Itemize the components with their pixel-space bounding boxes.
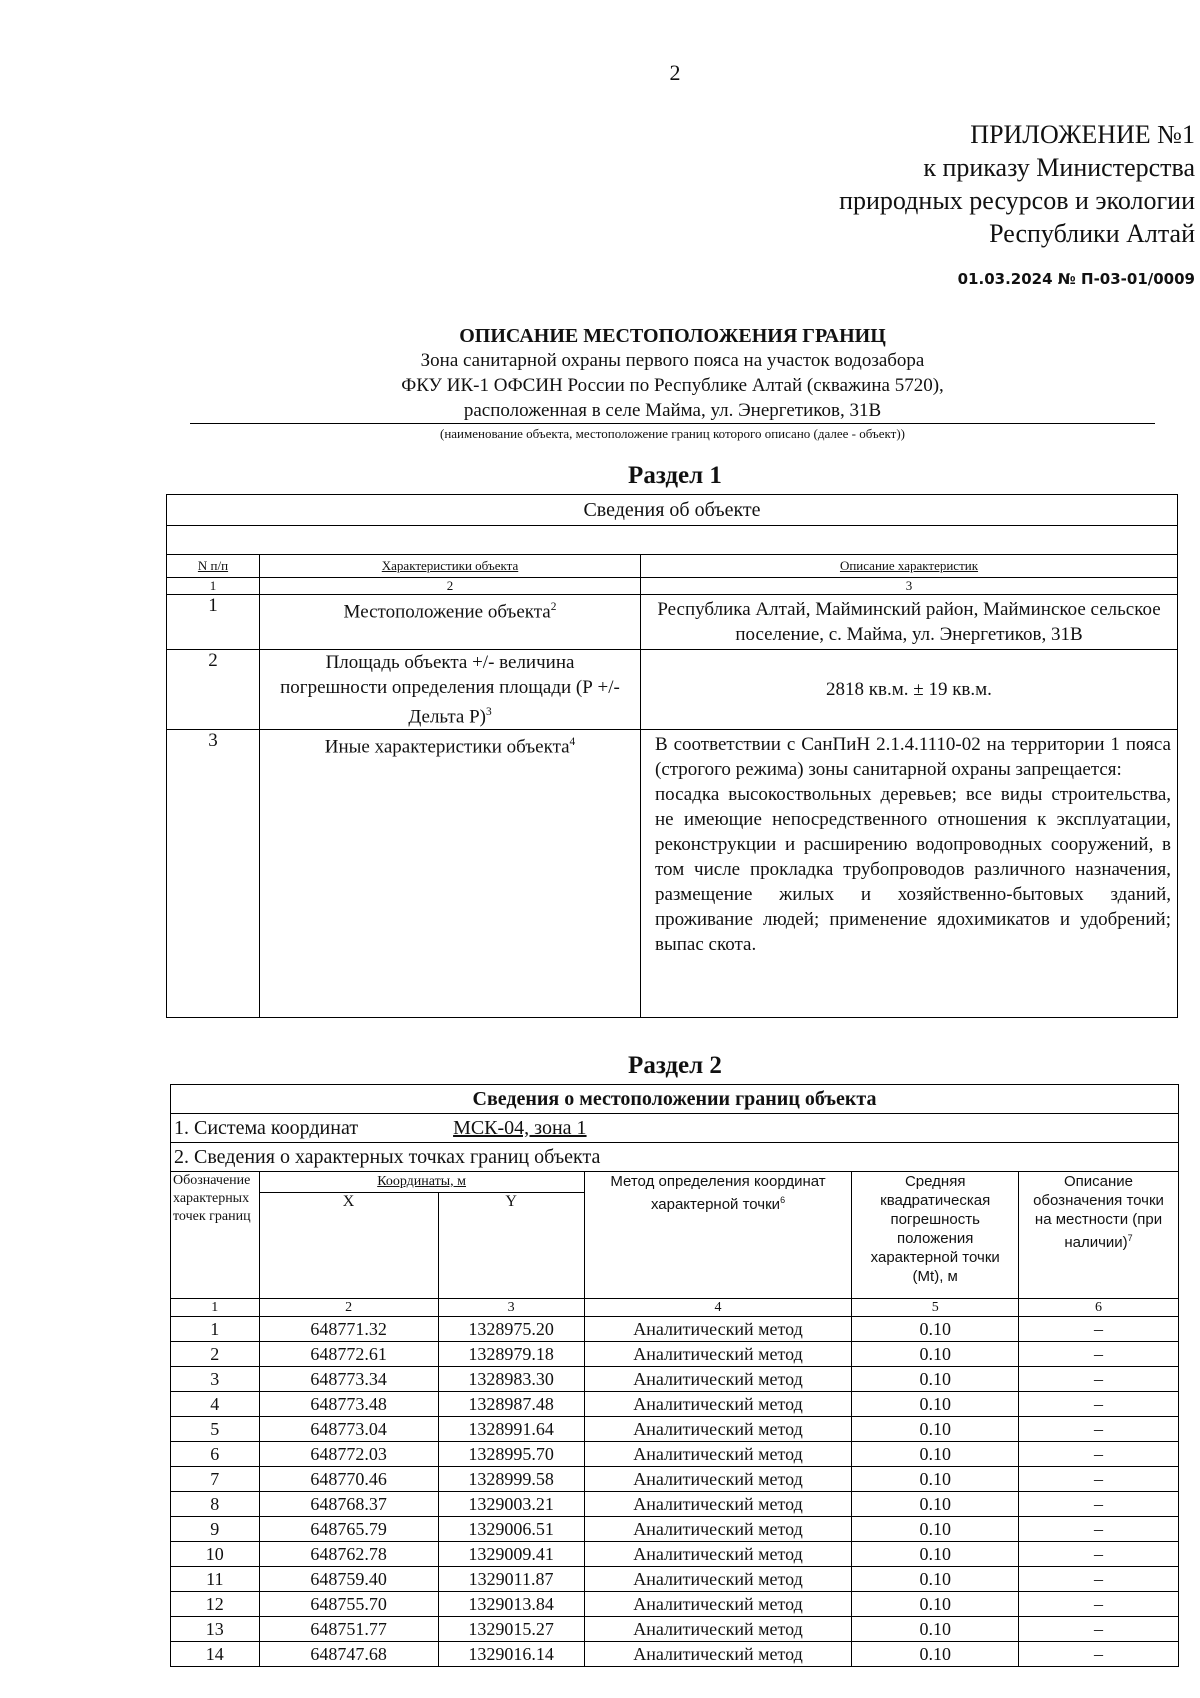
point-mt: 0.10	[852, 1642, 1019, 1667]
point-desc: –	[1019, 1467, 1179, 1492]
characteristic-desc: Республика Алтай, Майминский район, Майминское сельское поселение, с. Майма, ул. Энергетиков, 31В	[641, 595, 1178, 650]
point-n: 1	[171, 1317, 260, 1342]
point-n: 11	[171, 1567, 260, 1592]
table-row	[171, 1567, 1179, 1592]
point-n: 2	[171, 1342, 260, 1367]
coord-system-row	[171, 1114, 1179, 1143]
point-method: Аналитический метод	[584, 1442, 852, 1467]
object-line: Зона санитарной охраны первого пояса на участок водозабора	[420, 350, 925, 371]
appendix-line: Республики Алтай	[989, 219, 1195, 248]
blank-row	[167, 526, 1178, 555]
point-x: 648762.78	[259, 1542, 438, 1567]
document-title: ОПИСАНИЕ МЕСТОПОЛОЖЕНИЯ ГРАНИЦ	[459, 325, 886, 347]
table-row	[171, 1542, 1179, 1567]
column-number: 1	[171, 1299, 260, 1317]
point-y: 1329013.84	[438, 1592, 584, 1617]
point-method: Аналитический метод	[584, 1467, 852, 1492]
point-desc: –	[1019, 1342, 1179, 1367]
object-line: ФКУ ИК-1 ОФСИН России по Республике Алтай (скважина 5720),	[401, 375, 944, 396]
point-n: 10	[171, 1542, 260, 1567]
point-y: 1328979.18	[438, 1342, 584, 1367]
point-y: 1328991.64	[438, 1417, 584, 1442]
point-method: Аналитический метод	[584, 1317, 852, 1342]
coord-system-value: МСК-04, зона 1	[453, 1117, 587, 1139]
point-desc: –	[1019, 1492, 1179, 1517]
order-number: 01.03.2024 № П-03-01/0009	[957, 270, 1195, 288]
point-y: 1329009.41	[438, 1542, 584, 1567]
point-method: Аналитический метод	[584, 1542, 852, 1567]
point-n: 5	[171, 1417, 260, 1442]
point-mt: 0.10	[852, 1417, 1019, 1442]
point-method: Аналитический метод	[584, 1592, 852, 1617]
characteristic-desc	[641, 730, 1178, 1018]
point-y: 1328995.70	[438, 1442, 584, 1467]
point-method: Аналитический метод	[584, 1642, 852, 1667]
point-desc: –	[1019, 1392, 1179, 1417]
object-line: расположенная в селе Майма, ул. Энергетиков, 31В	[190, 398, 1155, 424]
point-desc: –	[1019, 1442, 1179, 1467]
table-row	[167, 730, 1178, 1018]
table-row	[167, 595, 1178, 650]
point-desc: –	[1019, 1567, 1179, 1592]
boundary-points-table	[170, 1084, 1179, 1667]
header-designation: Обозначение характерных точек границ	[171, 1172, 260, 1299]
point-n: 13	[171, 1617, 260, 1642]
table-row	[171, 1342, 1179, 1367]
point-x: 648759.40	[259, 1567, 438, 1592]
point-x: 648771.32	[259, 1317, 438, 1342]
point-n: 9	[171, 1517, 260, 1542]
point-desc: –	[1019, 1517, 1179, 1542]
point-desc: –	[1019, 1417, 1179, 1442]
point-x: 648773.34	[259, 1367, 438, 1392]
page-number: 2	[669, 60, 681, 85]
title-block	[190, 325, 1155, 442]
point-y: 1328999.58	[438, 1467, 584, 1492]
point-y: 1328975.20	[438, 1317, 584, 1342]
table-row	[171, 1417, 1179, 1442]
point-x: 648751.77	[259, 1617, 438, 1642]
point-method: Аналитический метод	[584, 1567, 852, 1592]
point-n: 14	[171, 1642, 260, 1667]
point-y: 1328987.48	[438, 1392, 584, 1417]
table-row	[167, 650, 1178, 730]
row-number: 1	[167, 595, 260, 650]
column-header: Описание характеристик	[641, 555, 1178, 578]
characteristic-name: Местоположение объекта$^2$	[260, 595, 641, 650]
header-method: Метод определения координат характерной точки$^6$	[584, 1172, 852, 1299]
header-description: Описание обозначения точки на местности (при наличии)$^7$	[1019, 1172, 1179, 1299]
point-mt: 0.10	[852, 1517, 1019, 1542]
point-n: 6	[171, 1442, 260, 1467]
point-x: 648747.68	[259, 1642, 438, 1667]
column-number: 1	[167, 578, 260, 595]
point-mt: 0.10	[852, 1467, 1019, 1492]
point-y: 1328983.30	[438, 1367, 584, 1392]
table-row	[171, 1592, 1179, 1617]
point-mt: 0.10	[852, 1392, 1019, 1417]
desc-paragraph: посадка высокоствольных деревьев; все виды строительства, не имеющие непосредственного отношения к эксплуатации, реконструкции и расширению водопроводных сооружений, в том числе прокладка трубопроводов различного назначения, размещение жилых и хозяйственно-бытовых зданий, проживание людей; применение ядохимикатов и удобрений; выпас скота.	[655, 784, 1171, 956]
point-x: 648773.48	[259, 1392, 438, 1417]
point-mt: 0.10	[852, 1617, 1019, 1642]
point-desc: –	[1019, 1317, 1179, 1342]
column-number: 3	[438, 1299, 584, 1317]
point-y: 1329003.21	[438, 1492, 584, 1517]
column-number: 2	[259, 1299, 438, 1317]
characteristic-name: Иные характеристики объекта$^4$	[260, 730, 641, 1018]
table-row	[171, 1492, 1179, 1517]
column-header: N п/п	[167, 555, 260, 578]
point-desc: –	[1019, 1642, 1179, 1667]
point-x: 648773.04	[259, 1417, 438, 1442]
points-caption: 2. Сведения о характерных точках границ объекта	[171, 1143, 1179, 1172]
point-mt: 0.10	[852, 1542, 1019, 1567]
appendix-line: к приказу Министерства	[923, 153, 1195, 182]
point-n: 4	[171, 1392, 260, 1417]
point-x: 648772.61	[259, 1342, 438, 1367]
point-method: Аналитический метод	[584, 1617, 852, 1642]
point-mt: 0.10	[852, 1367, 1019, 1392]
point-desc: –	[1019, 1542, 1179, 1567]
point-mt: 0.10	[852, 1342, 1019, 1367]
point-method: Аналитический метод	[584, 1342, 852, 1367]
column-header: Характеристики объекта	[260, 555, 641, 578]
point-mt: 0.10	[852, 1567, 1019, 1592]
table-caption: Сведения о местоположении границ объекта	[171, 1085, 1179, 1114]
section2-heading: Раздел 2	[628, 1052, 722, 1079]
point-x: 648755.70	[259, 1592, 438, 1617]
point-mt: 0.10	[852, 1592, 1019, 1617]
characteristic-name: Площадь объекта +/- величина погрешности определения площади (Р +/- Дельта Р)$^3$	[260, 650, 641, 730]
point-method: Аналитический метод	[584, 1367, 852, 1392]
header-error: Средняя квадратическая погрешность положения характерной точки (Mt), м	[852, 1172, 1019, 1299]
desc-paragraph: В соответствии с СанПиН 2.1.4.1110-02 на территории 1 пояса (строгого режима) зоны санитарной охраны запрещается:	[655, 734, 1171, 781]
column-number: 5	[852, 1299, 1019, 1317]
appendix-line: природных ресурсов и экологии	[839, 186, 1195, 215]
column-number: 4	[584, 1299, 852, 1317]
table-row	[171, 1442, 1179, 1467]
point-n: 7	[171, 1467, 260, 1492]
table-row	[171, 1317, 1179, 1342]
column-number: 6	[1019, 1299, 1179, 1317]
appendix-line: ПРИЛОЖЕНИЕ №1	[970, 120, 1195, 149]
points-body	[171, 1317, 1179, 1667]
point-desc: –	[1019, 1367, 1179, 1392]
table-row	[171, 1642, 1179, 1667]
appendix-block	[839, 118, 1195, 250]
point-mt: 0.10	[852, 1442, 1019, 1467]
point-desc: –	[1019, 1592, 1179, 1617]
point-desc: –	[1019, 1617, 1179, 1642]
point-y: 1329015.27	[438, 1617, 584, 1642]
object-caption: (наименование объекта, местоположение границ которого описано (далее - объект))	[440, 426, 905, 441]
section1-heading: Раздел 1	[628, 462, 722, 489]
point-n: 3	[171, 1367, 260, 1392]
table-row	[171, 1367, 1179, 1392]
point-mt: 0.10	[852, 1317, 1019, 1342]
point-x: 648770.46	[259, 1467, 438, 1492]
point-y: 1329016.14	[438, 1642, 584, 1667]
point-x: 648765.79	[259, 1517, 438, 1542]
header-y: Y	[438, 1193, 584, 1299]
point-y: 1329011.87	[438, 1567, 584, 1592]
point-n: 12	[171, 1592, 260, 1617]
point-method: Аналитический метод	[584, 1492, 852, 1517]
point-mt: 0.10	[852, 1492, 1019, 1517]
table-row	[171, 1517, 1179, 1542]
point-x: 648772.03	[259, 1442, 438, 1467]
row-number: 3	[167, 730, 260, 1018]
point-method: Аналитический метод	[584, 1392, 852, 1417]
characteristic-desc: 2818 кв.м. ± 19 кв.м.	[641, 650, 1178, 730]
column-number: 2	[260, 578, 641, 595]
header-coords: Координаты, м	[259, 1172, 584, 1193]
point-y: 1329006.51	[438, 1517, 584, 1542]
point-x: 648768.37	[259, 1492, 438, 1517]
point-n: 8	[171, 1492, 260, 1517]
table-row	[171, 1392, 1179, 1417]
object-info-table	[166, 494, 1178, 1018]
table-row	[171, 1467, 1179, 1492]
point-method: Аналитический метод	[584, 1417, 852, 1442]
table-caption: Сведения об объекте	[167, 495, 1178, 526]
row-number: 2	[167, 650, 260, 730]
point-method: Аналитический метод	[584, 1517, 852, 1542]
table-row	[171, 1617, 1179, 1642]
coord-system-label: 1. Система координат	[174, 1117, 359, 1139]
header-x: X	[259, 1193, 438, 1299]
column-number: 3	[641, 578, 1178, 595]
